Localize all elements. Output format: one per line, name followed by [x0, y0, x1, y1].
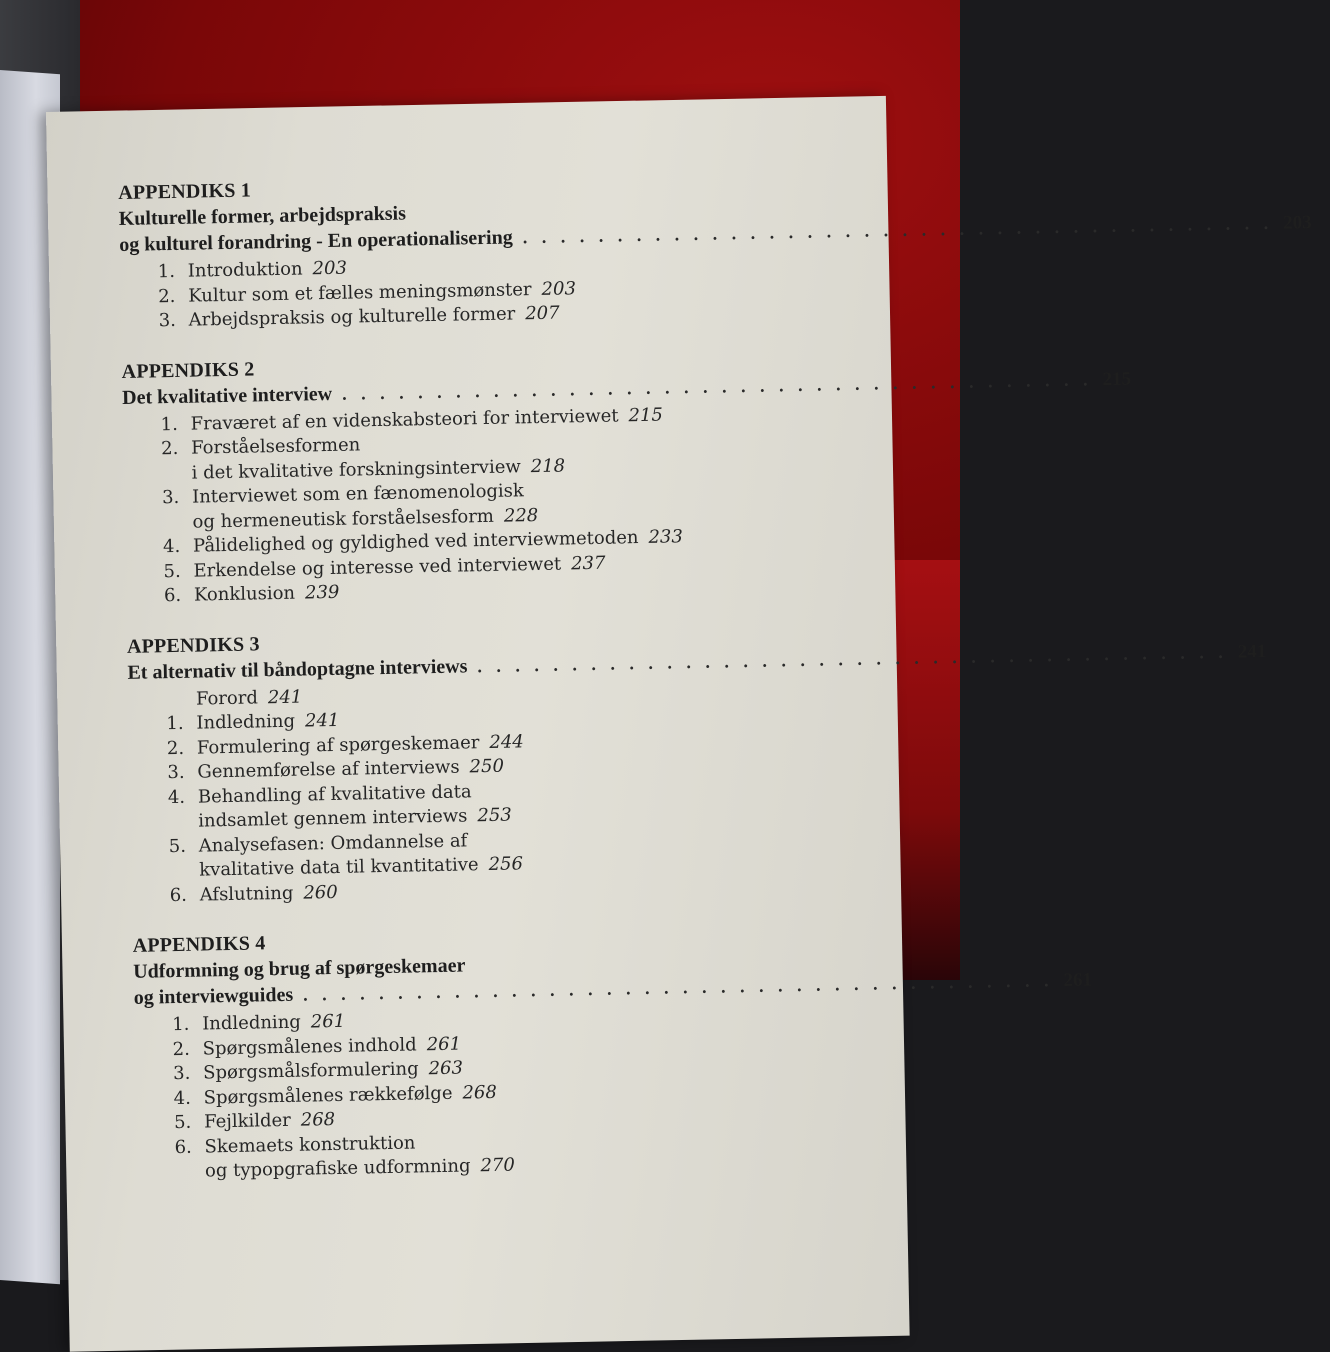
chapter-title-text: Fejlkilder — [203, 1109, 291, 1133]
chapter-page-number: 261 — [310, 1010, 346, 1033]
appendix-heading: APPENDIKS 2 — [121, 357, 255, 383]
chapter-page-number: 203 — [541, 277, 577, 300]
chapter-page-number: 268 — [462, 1081, 498, 1104]
chapter-title-text: kvalitative data til kvantitative — [199, 854, 479, 881]
appendix-title: Et alternativ til båndoptagne interviews — [127, 654, 468, 684]
appendix-title-line: Kulturelle former, arbejdspraksis — [118, 202, 407, 230]
chapter-page-number: 253 — [477, 804, 512, 827]
chapter-number: 4. — [173, 1087, 192, 1109]
appendix-title: Det kvalitative interview — [121, 382, 333, 409]
chapter-page-number: 239 — [304, 581, 340, 604]
leader-dots: . . . . . . . . . . . . . . . . . . . . . . . . . . . . . . . . . . . . . . . . — [302, 970, 1054, 1005]
appendix-heading: APPENDIKS 3 — [126, 632, 260, 658]
leader-dots: . . . . . . . . . . . . . . . . . . . . . . . . . . . . . . . . . . . . . . . . — [477, 641, 1228, 676]
chapter-number: 1. — [172, 1013, 190, 1036]
chapter-number: 6. — [163, 584, 182, 607]
chapter-title-text: Arbejdspraksis og kulturelle former — [188, 303, 516, 331]
chapter-title-text: Konklusion — [193, 582, 296, 606]
chapter-page-number: 203 — [312, 257, 348, 280]
chapter-page-number: 218 — [530, 454, 566, 477]
chapter-title-text: Spørgsmålsformulering — [202, 1058, 419, 1084]
chapter-title-text: Afslutning — [199, 882, 294, 906]
appendix-section — [121, 345, 1132, 609]
chapter-title-text: Indledning — [196, 710, 296, 734]
chapter-title-text: Forståelsesformen — [190, 434, 361, 459]
chapter-page-number: 263 — [428, 1057, 464, 1080]
table-of-contents — [118, 167, 1312, 1209]
chapter-title-text: Kultur som et fælles meningsmønster — [188, 278, 532, 307]
chapter-number: 1. — [166, 712, 184, 735]
chapter-page-number: 215 — [628, 404, 664, 426]
chapter-number: 3. — [158, 309, 177, 332]
chapter-number — [169, 859, 199, 884]
chapter-number: 3. — [167, 761, 185, 784]
chapter-page-number: 261 — [426, 1033, 462, 1055]
chapter-page-number: 256 — [488, 853, 524, 876]
chapter-number: 2. — [158, 285, 176, 307]
chapter-page-number: 241 — [304, 709, 340, 732]
chapter-number — [175, 1160, 205, 1185]
chapter-number: 5. — [173, 1111, 192, 1134]
chapter-number: 4. — [162, 535, 181, 558]
chapter-title-text: Behandling af kvalitative data — [197, 780, 472, 808]
chapter-page-number: 237 — [570, 552, 606, 574]
chapter-list — [120, 248, 801, 335]
appendix-title: og interviewguides — [133, 983, 294, 1009]
chapter-title-text: i det kvalitative forskningsinterview — [191, 455, 521, 484]
appendix-heading: APPENDIKS 1 — [118, 179, 252, 204]
chapter-page-number: 207 — [525, 302, 560, 325]
appendix-section — [132, 920, 1093, 1186]
chapter-number: 1. — [160, 413, 179, 435]
appendix-title: og kulturel forandring - En operationalisering — [119, 226, 513, 256]
chapter-number: 1. — [157, 260, 176, 283]
chapter-title-text: og hermeneutisk forståelsesform — [192, 505, 495, 533]
chapter-title-text: Analysefasen: Omdannelse af — [198, 829, 468, 857]
chapter-page-number: 244 — [489, 730, 524, 753]
chapter-title-text: Erkendelse og interesse ved interviewet — [193, 553, 562, 582]
chapter-page-number: 241 — [267, 686, 303, 708]
chapter-title-text: Interviewet som en fænomenologisk — [191, 480, 525, 508]
leader-dots: . . . . . . . . . . . . . . . . . . . . . . . . . . . . . . . . . . . . . . . . — [522, 212, 1274, 248]
appendix-page-number: 203 — [1282, 212, 1312, 234]
chapter-number: 4. — [167, 786, 186, 808]
appendix-section — [118, 167, 1312, 335]
chapter-number: 3. — [161, 486, 180, 509]
chapter-number: 5. — [168, 835, 187, 857]
chapter-number: 2. — [166, 737, 185, 759]
chapter-title-text: Fraværet af en videnskabsteori for interviewet — [190, 404, 619, 435]
chapter-page-number: 250 — [469, 755, 505, 778]
chapter-number: 2. — [160, 437, 179, 460]
appendix-page-number: 215 — [1102, 368, 1132, 390]
chapter-list — [128, 675, 812, 909]
chapter-title-text: og typopgrafiske udformning — [204, 1155, 471, 1182]
chapter-list — [122, 400, 806, 609]
chapter-number — [168, 810, 198, 835]
chapter-number: 6. — [174, 1136, 192, 1158]
chapter-page-number: 228 — [503, 504, 539, 527]
chapter-title-text: Pålidelighed og gyldighed ved interviewmetoden — [192, 527, 639, 557]
chapter-title-text: Indledning — [202, 1011, 302, 1035]
chapter-title-text: Formulering af spørgeskemaer — [196, 731, 480, 759]
chapter-number — [161, 461, 191, 486]
chapter-title-text: Spørgsmålenes rækkefølge — [203, 1082, 453, 1109]
chapter-page-number: 270 — [480, 1154, 516, 1177]
chapter-number — [162, 510, 192, 535]
chapter-page-number: 268 — [300, 1109, 336, 1131]
appendix-heading: APPENDIKS 4 — [132, 932, 266, 957]
chapter-title-text: Spørgsmålenes indhold — [202, 1033, 417, 1060]
chapter-title-text: indsamlet gennem interviews — [198, 805, 468, 832]
chapter-title-text: Introduktion — [187, 258, 303, 282]
chapter-number: 6. — [169, 884, 188, 906]
chapter-list — [134, 1001, 817, 1186]
chapter-page-number: 233 — [648, 526, 684, 548]
appendix-page-number: 261 — [1063, 969, 1093, 991]
chapter-title-text: Skemaets konstruktion — [204, 1131, 416, 1158]
chapter-number: 5. — [163, 560, 181, 582]
chapter-title-text: Gennemførelse af interviews — [197, 756, 460, 783]
chapter-number — [166, 687, 196, 712]
leader-dots: . . . . . . . . . . . . . . . . . . . . . . . . . . . . . . . . . . . . . . . . — [341, 368, 1093, 404]
chapter-page-number: 260 — [303, 881, 338, 904]
chapter-number: 2. — [172, 1038, 191, 1060]
chapter-number: 3. — [172, 1062, 191, 1085]
appendix-page-number: 241 — [1237, 640, 1267, 663]
chapter-title-text: Forord — [195, 686, 259, 710]
appendix-section — [126, 620, 1267, 909]
appendix-title-line: Udformning og brug af spørgeskemaer — [132, 954, 466, 983]
